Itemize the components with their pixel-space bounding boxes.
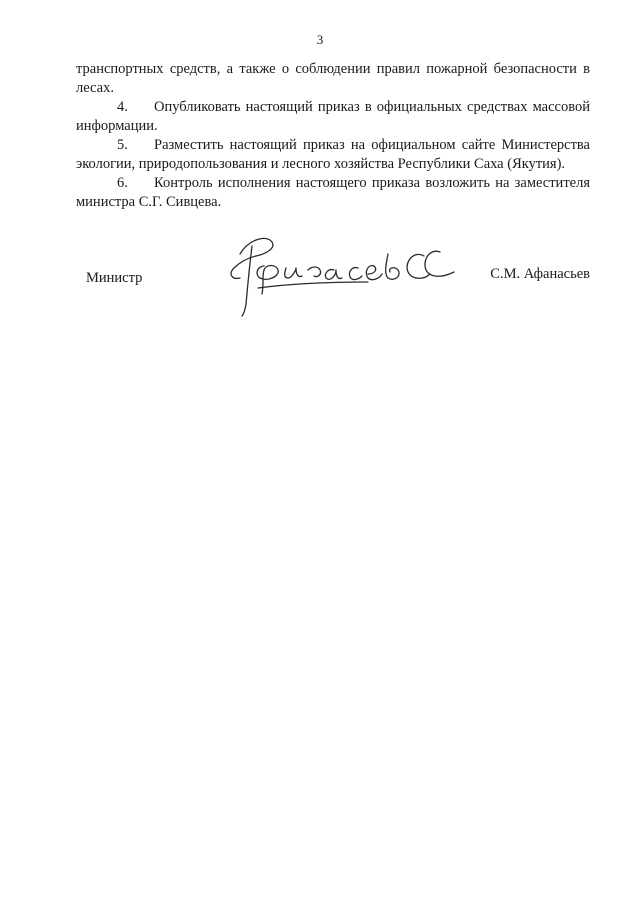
paragraph-text: транспортных средств, а также о соблюдении правил пожарной безопасности в лесах.: [76, 61, 590, 96]
paragraph-number: 6.: [117, 175, 128, 191]
paragraph-number: 4.: [117, 99, 128, 115]
page-number: 3: [316, 32, 324, 47]
paragraph-text: Опубликовать настоящий приказ в официальных средствах массовой информации.: [76, 99, 590, 134]
handwritten-signature: [218, 232, 470, 322]
paragraph-item-6: [76, 174, 590, 212]
signatory-name: С.М. Афанасьев: [490, 266, 590, 282]
paragraph-number: 5.: [117, 137, 128, 153]
paragraph-item-5: [76, 136, 590, 174]
paragraph-item-4: [76, 98, 590, 136]
paragraph-text: Контроль исполнения настоящего приказа возложить на заместителя министра С.Г. Сивцева.: [76, 175, 590, 210]
paragraph-text: Разместить настоящий приказ на официальном сайте Министерства экологии, природопользования и лесного хозяйства Республики Саха (Якутия).: [76, 137, 590, 172]
signatory-title: Министр: [86, 270, 143, 286]
document-body: [76, 60, 590, 212]
paragraph-continuation: [76, 60, 590, 98]
